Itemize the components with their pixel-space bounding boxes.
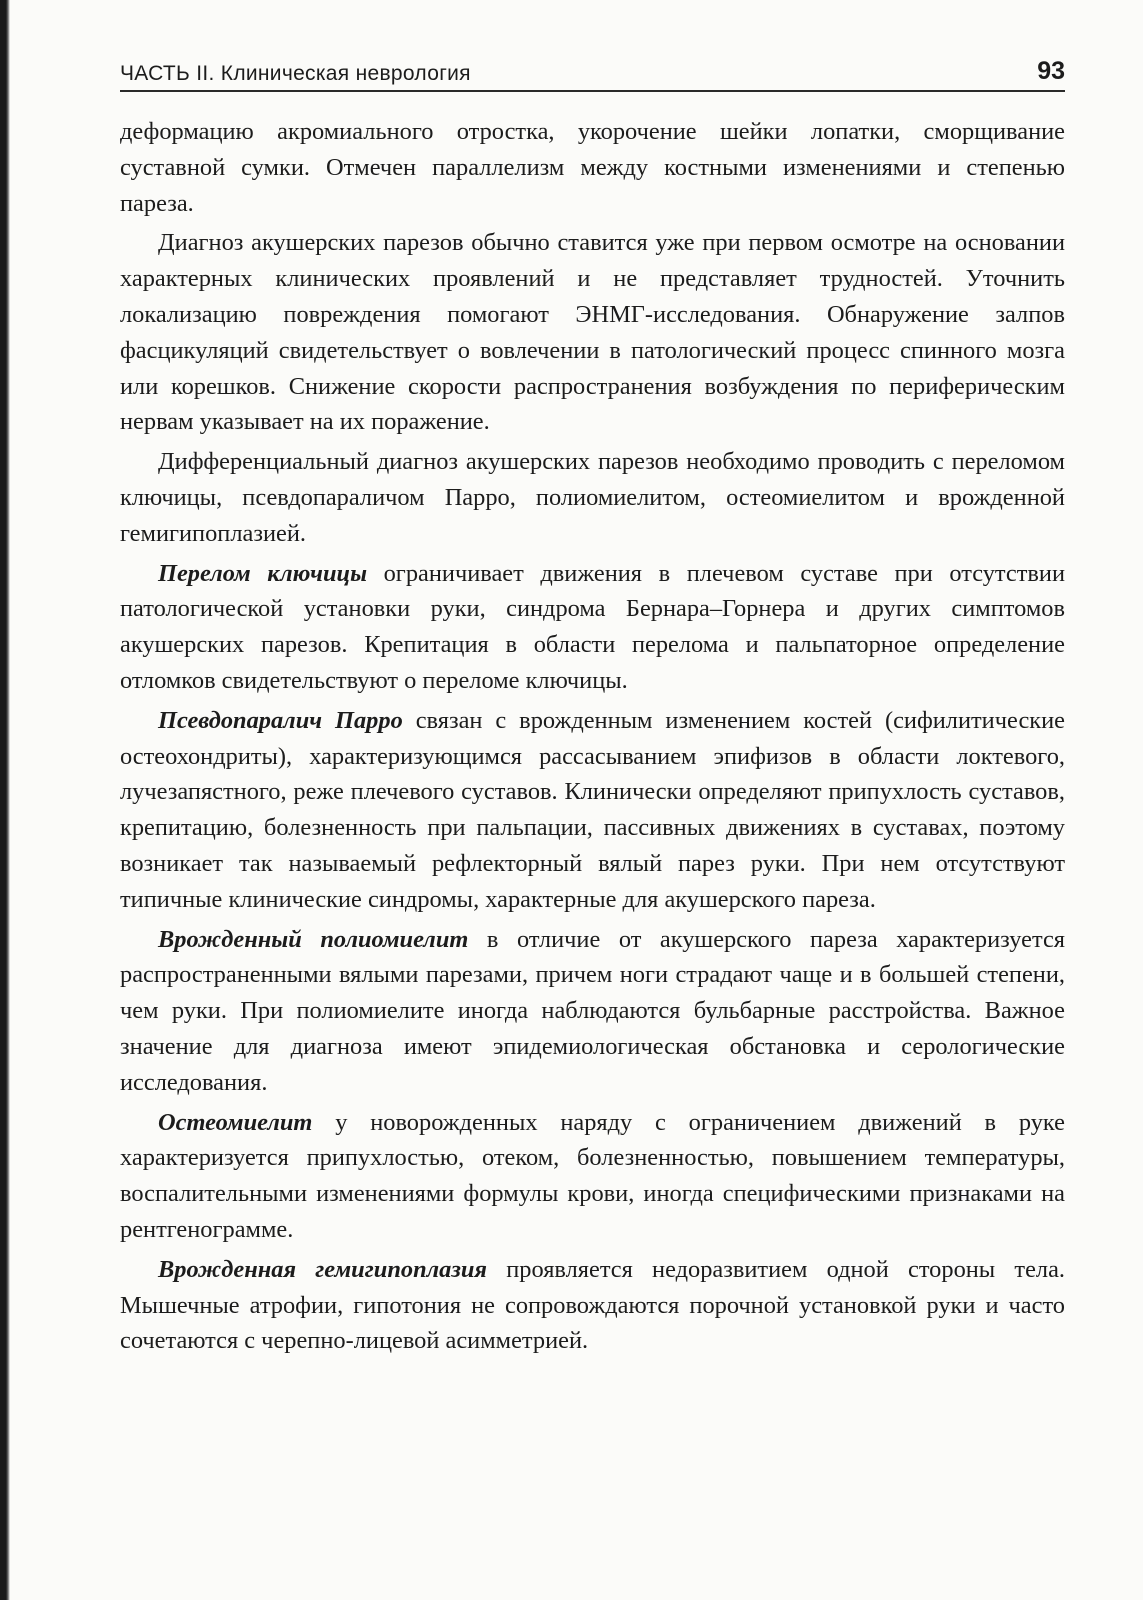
paragraph-congenital-poliomyelitis	[120, 922, 1065, 1101]
paragraph-text: в отличие от акушерского пареза характеризуется распространенными вялыми парезами, причем ноги страдают чаще и в большей степени, чем руки. При полиомиелите иногда наблюдаются бульбарные расстройства. Важное значение для диагноза имеют эпидемиологическая обстановка и серологические исследования.	[120, 925, 1065, 1096]
book-page	[120, 52, 1065, 1363]
paragraph-diagnosis	[120, 225, 1065, 440]
paragraph-text: Диагноз акушерских парезов обычно ставится уже при первом осмотре на основании характерных клинических проявлений и не представляет трудностей. Уточнить локализацию повреждения помогают ЭНМГ-исследования. Обнаружение залпов фасцикуляций свидетельствует о вовлечении в патологический процесс спинного мозга или корешков. Снижение скорости распространения возбуждения по периферическим нервам указывает на их поражение.	[120, 229, 1065, 436]
term-parrot-pseudoparalysis: Псевдопаралич Парро	[158, 706, 403, 734]
scan-edge-shadow	[0, 0, 10, 1600]
paragraph-text: Дифференциальный диагноз акушерских парезов необходимо проводить с переломом ключицы, псевдопараличом Парро, полиомиелитом, остеомиелитом и врожденной гемигипоплазией.	[120, 448, 1065, 547]
page-number: 93	[1037, 57, 1065, 85]
paragraph-text: деформацию акромиального отростка, укорочение шейки лопатки, сморщивание суставной сумки. Отмечен параллелизм между костными изменениями и степенью пареза.	[120, 118, 1065, 217]
body-text	[120, 114, 1065, 1359]
paragraph-differential-diagnosis	[120, 444, 1065, 551]
term-osteomyelitis: Остеомиелит	[158, 1108, 313, 1136]
term-clavicle-fracture: Перелом ключицы	[158, 559, 368, 587]
term-congenital-hemihypoplasia: Врожденная гемигипоплазия	[158, 1255, 487, 1283]
running-head	[120, 52, 1065, 92]
paragraph-osteomyelitis	[120, 1105, 1065, 1248]
paragraph-continuation	[120, 114, 1065, 221]
paragraph-text: проявляется недоразвитием одной стороны тела. Мышечные атрофии, гипотония не сопровождаются порочной установкой руки и часто сочетаются с черепно-лицевой асимметрией.	[120, 1255, 1065, 1355]
paragraph-clavicle-fracture	[120, 556, 1065, 699]
paragraph-congenital-hemihypoplasia	[120, 1252, 1065, 1359]
paragraph-text: у новорожденных наряду с ограничением движений в руке характеризуется припухлостью, отеком, болезненностью, повышением температуры, воспалительными изменениями формулы крови, иногда специфическими признаками на рентгенограмме.	[120, 1108, 1065, 1243]
paragraph-parrot-pseudoparalysis	[120, 703, 1065, 918]
running-head-section: ЧАСТЬ II. Клиническая неврология	[120, 62, 471, 85]
term-congenital-poliomyelitis: Врожденный полиомиелит	[158, 925, 469, 953]
paragraph-text: связан с врожденным изменением костей (сифилитические остеохондриты), характеризующимся рассасыванием эпифизов в области локтевого, лучезапястного, реже плечевого суставов. Клинически определяют припухлость суставов, крепитацию, болезненность при пальпации, пассивных движениях в суставах, поэтому возникает так называемый рефлекторный вялый парез руки. При нем отсутствуют типичные клинические синдромы, характерные для акушерского пареза.	[120, 706, 1065, 913]
paragraph-text: ограничивает движения в плечевом суставе при отсутствии патологической установки руки, синдрома Бернара–Горнера и других симптомов акушерских парезов. Крепитация в области перелома и пальпаторное определение отломков свидетельствуют о переломе ключицы.	[120, 559, 1065, 694]
